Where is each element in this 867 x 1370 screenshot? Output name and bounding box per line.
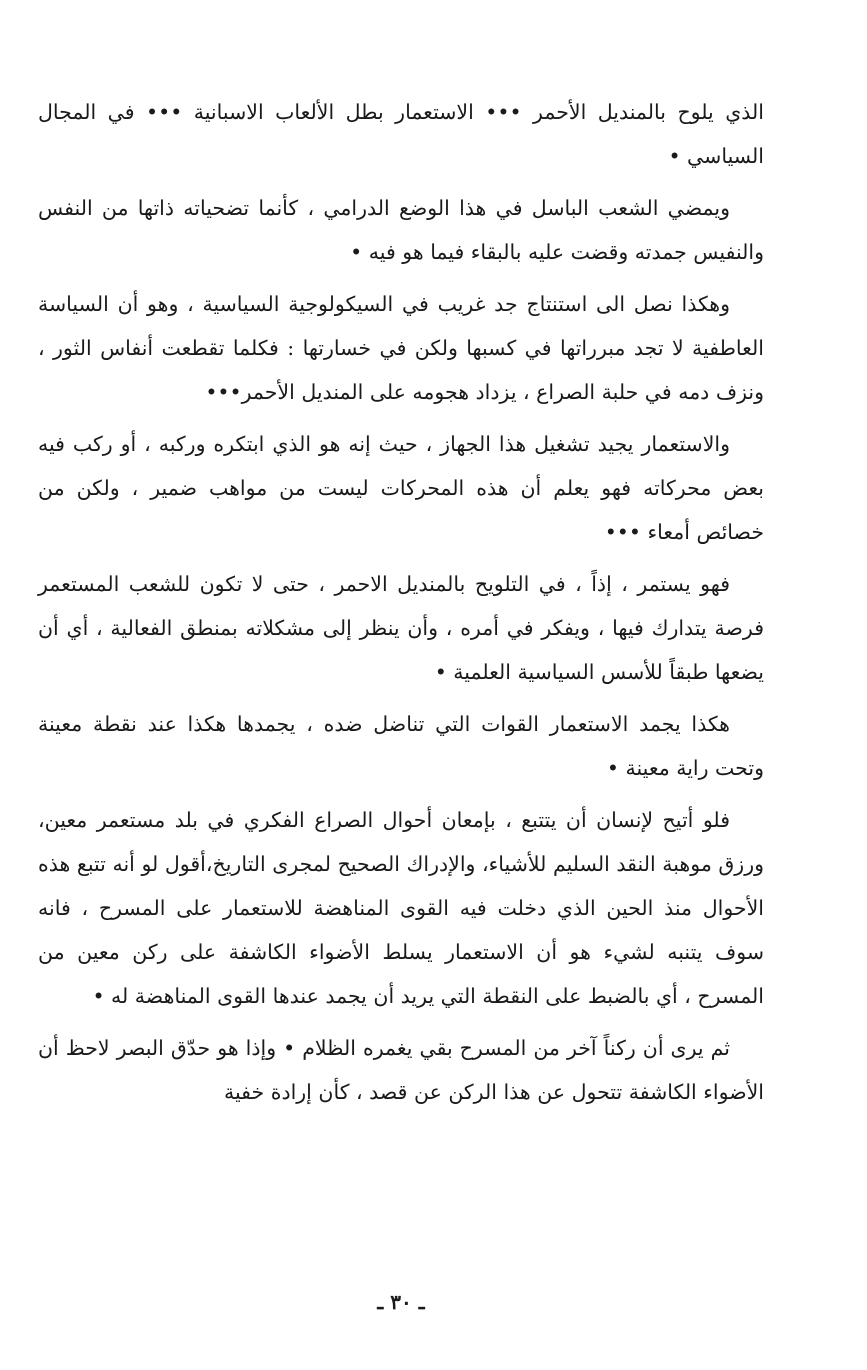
page-body [38, 90, 764, 1340]
paragraph-6: هكذا يجمد الاستعمار القوات التي تناضل ضده ، يجمدها هكذا عند نقطة معينة وتحت راية معينة • [38, 712, 764, 780]
paragraph-7: فلو أتيح لإنسان أن يتتبع ، بإمعان أحوال الصراع الفكري في بلد مستعمر معين، ورزق موهبة النقد السليم للأشياء، والإدراك الصحيح لمجرى التاريخ،أقول لو أنه تتبع هذه الأحوال منذ الحين الذي دخلت فيه القوى المناهضة للاستعمار على المسرح ، فانه سوف يتنبه لشيء هو أن الاستعمار يسلط الأضواء الكاشفة على ركن معين من المسرح ، أي بالضبط على النقطة التي يريد أن يجمد عندها القوى المناهضة له • [38, 808, 764, 1008]
paragraph-8: ثم يرى أن ركناً آخر من المسرح بقي يغمره الظلام • وإذا هو حدّق البصر لاحظ أن الأضواء الكاشفة تتحول عن هذا الركن عن قصد ، كأن إرادة خفية [38, 1036, 764, 1104]
paragraph-1: الذي يلوح بالمنديل الأحمر ••• الاستعمار بطل الألعاب الاسبانية ••• في المجال السياسي • [38, 100, 764, 168]
paragraph-4: والاستعمار يجيد تشغيل هذا الجهاز ، حيث إنه هو الذي ابتكره وركبه ، أو ركب فيه بعض محركاته فهو يعلم أن هذه المحركات ليست من مواهب ضمير ، ولكن من خصائص أمعاء ••• [38, 432, 764, 544]
paragraph-2: ويمضي الشعب الباسل في هذا الوضع الدرامي ، كأنما تضحياته ذاتها من النفس والنفيس جمدته وقضت عليه بالبقاء فيما هو فيه • [38, 196, 764, 264]
page-number: ـ ٣٠ ـ [377, 1290, 425, 1314]
paragraph-3: وهكذا نصل الى استنتاج جد غريب في السيكولوجية السياسية ، وهو أن السياسة العاطفية لا تجد مبرراتها في كسبها ولكن في خسارتها : فكلما تقطعت أنفاس الثور ، ونزف دمه في حلبة الصراع ، يزداد هجومه على المنديل الأحمر••• [38, 292, 764, 404]
paragraph-5: فهو يستمر ، إذاً ، في التلويح بالمنديل الاحمر ، حتى لا تكون للشعب المستعمر فرصة يتدارك فيها ، ويفكر في أمره ، وأن ينظر إلى مشكلاته بمنطق الفعالية ، أي أن يضعها طبقاً للأسس السياسية العلمية • [38, 572, 764, 684]
